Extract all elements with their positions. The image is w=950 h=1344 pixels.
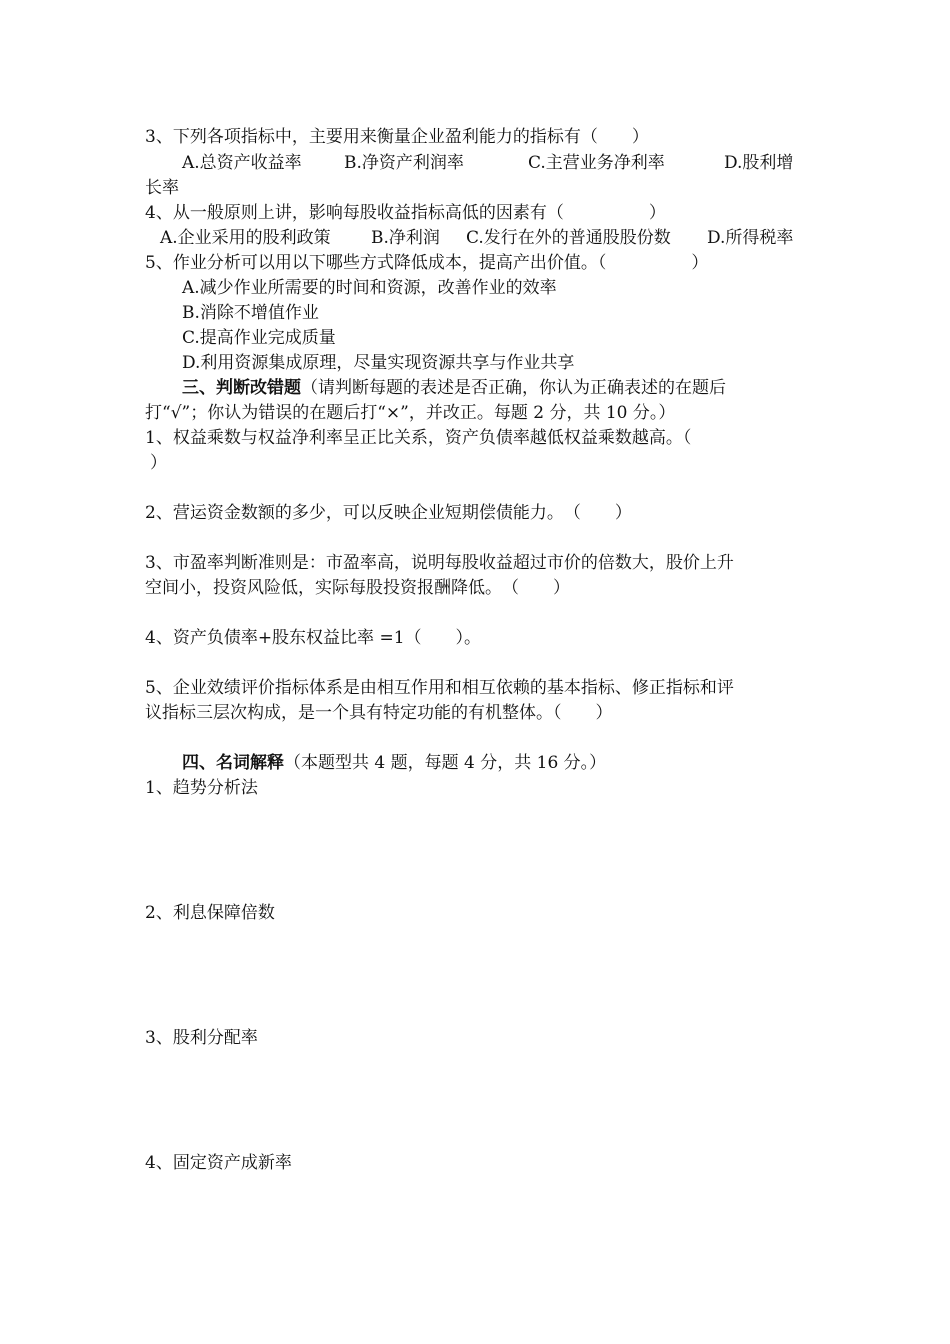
question-3-stem: 3、下列各项指标中，主要用来衡量企业盈利能力的指标有（ ） [145, 127, 649, 147]
term-3: 3、股利分配率 [145, 1028, 258, 1048]
section-3-title: 三、判断改错题 [182, 378, 301, 398]
section-3-heading [182, 377, 809, 399]
question-4-stem: 4、从一般原则上讲，影响每股收益指标高低的因素有（ ） [145, 203, 666, 223]
question-3-options [182, 152, 809, 174]
judge-question-3-continued: 空间小，投资风险低，实际每股投资报酬降低。 （ ） [145, 578, 570, 598]
judge-question-4: 4、资产负债率+股东权益比率 =1（ ）。 [145, 628, 482, 648]
term-2: 2、利息保障倍数 [145, 903, 275, 923]
option-c: C.发行在外的普通股股份数 [466, 228, 671, 248]
question-5-option-a: A.减少作业所需要的时间和资源，改善作业的效率 [182, 278, 557, 298]
question-5-option-b: B.消除不增值作业 [182, 303, 319, 323]
term-1: 1、趋势分析法 [145, 778, 258, 798]
option-a: A.总资产收益率 [182, 153, 302, 173]
option-d: D.股利增 [724, 153, 794, 173]
judge-question-3: 3、市盈率判断准则是：市盈率高，说明每股收益超过市价的倍数大，股价上升 [145, 553, 734, 573]
judge-question-1-bracket: ） [150, 453, 167, 473]
option-d: D.所得税率 [707, 228, 794, 248]
question-5-option-d: D.利用资源集成原理，尽量实现资源共享与作业共享 [182, 353, 575, 373]
option-b: B.净利润 [371, 228, 440, 248]
section-3-instruction: （请判断每题的表述是否正确，你认为正确表述的在题后 [301, 378, 726, 398]
option-b: B.净资产利润率 [344, 153, 464, 173]
question-3-option-d-continued: 长率 [145, 178, 179, 198]
option-c: C.主营业务净利率 [528, 153, 665, 173]
judge-question-1: 1、权益乘数与权益净利率呈正比关系，资产负债率越低权益乘数越高。（ [145, 428, 692, 448]
term-4: 4、固定资产成新率 [145, 1153, 292, 1173]
judge-question-2: 2、营运资金数额的多少，可以反映企业短期偿债能力。 （ ） [145, 503, 632, 523]
section-4-heading [182, 752, 809, 774]
question-4-options [160, 227, 809, 249]
question-5-option-c: C.提高作业完成质量 [182, 328, 336, 348]
section-3-instruction-continued: 打“√”；你认为错误的在题后打“×”，并改正。每题 2 分，共 10 分。） [145, 403, 676, 423]
option-a: A.企业采用的股利政策 [160, 228, 331, 248]
judge-question-5: 5、企业效绩评价指标体系是由相互作用和相互依赖的基本指标、修正指标和评 [145, 678, 734, 698]
section-4-instruction: （本题型共 4 题，每题 4 分，共 16 分。） [284, 753, 607, 773]
judge-question-5-continued: 议指标三层次构成，是一个具有特定功能的有机整体。（ ） [145, 703, 613, 723]
section-4-title: 四、名词解释 [182, 753, 284, 773]
question-5-stem: 5、作业分析可以用以下哪些方式降低成本，提高产出价值。（ ） [145, 253, 709, 273]
